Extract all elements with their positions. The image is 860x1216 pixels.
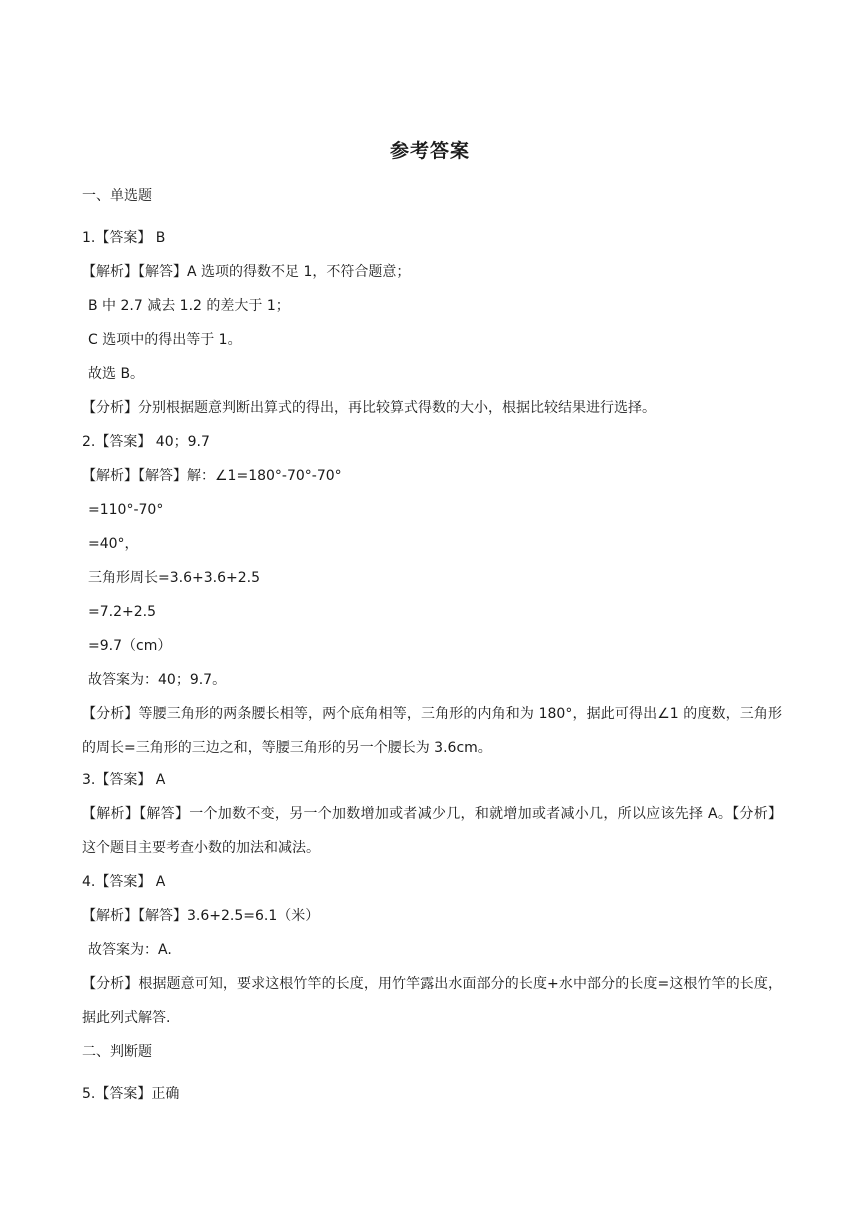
q4-answer: 4.【答案】 A [82,874,166,890]
q3-answer: 3.【答案】 A [82,772,166,788]
q1-explanation-line: C 选项中的得出等于 1。 [88,332,242,348]
page-title: 参考答案 [389,140,470,162]
q2-explanation-line: =110°-70° [88,502,164,518]
q1-explanation-line: 故选 B。 [88,366,145,382]
q1-explanation-line: 【解析】【解答】A 选项的得数不足 1，不符合题意； [82,264,411,280]
section-heading-judgement: 二、判断题 [82,1044,152,1060]
q2-analysis: 【分析】等腰三角形的两条腰长相等，两个底角相等，三角形的内角和为 180°，据此可得出∠1 的度数，三角形的周长=三角形的三边之和，等腰三角形的另一个腰长为 3.6cm。 [82,706,782,756]
section-heading-single-choice: 一、单选题 [82,188,152,204]
q2-explanation-line: 故答案为：40；9.7。 [88,672,227,688]
q1-analysis: 【分析】分别根据题意判断出算式的得出，再比较算式得数的大小，根据比较结果进行选择。 [82,400,656,416]
q3-explanation: 【解析】【解答】一个加数不变，另一个加数增加或者减少几，和就增加或者减小几，所以应该先择 A。【分析】这个题目主要考查小数的加法和减法。 [82,806,782,856]
q2-explanation-line: 三角形周长=3.6+3.6+2.5 [88,570,260,586]
q2-explanation-line: =9.7（cm） [88,638,172,654]
q4-explanation-line: 【解析】【解答】3.6+2.5=6.1（米） [82,908,320,924]
q2-explanation-line: =40°， [88,536,139,552]
q1-explanation-line: B 中 2.7 减去 1.2 的差大于 1； [88,298,290,314]
q2-explanation-line: 【解析】【解答】解：∠1=180°-70°-70° [82,468,342,484]
q2-answer: 2.【答案】 40；9.7 [82,434,210,450]
q5-answer: 5.【答案】正确 [82,1086,180,1102]
q1-answer: 1.【答案】 B [82,230,166,246]
q4-analysis: 【分析】根据题意可知，要求这根竹竿的长度，用竹竿露出水面部分的长度+水中部分的长度=这根竹竿的长度，据此列式解答. [82,976,782,1026]
q2-explanation-line: =7.2+2.5 [88,604,156,620]
q4-explanation-line: 故答案为：A. [88,942,172,958]
